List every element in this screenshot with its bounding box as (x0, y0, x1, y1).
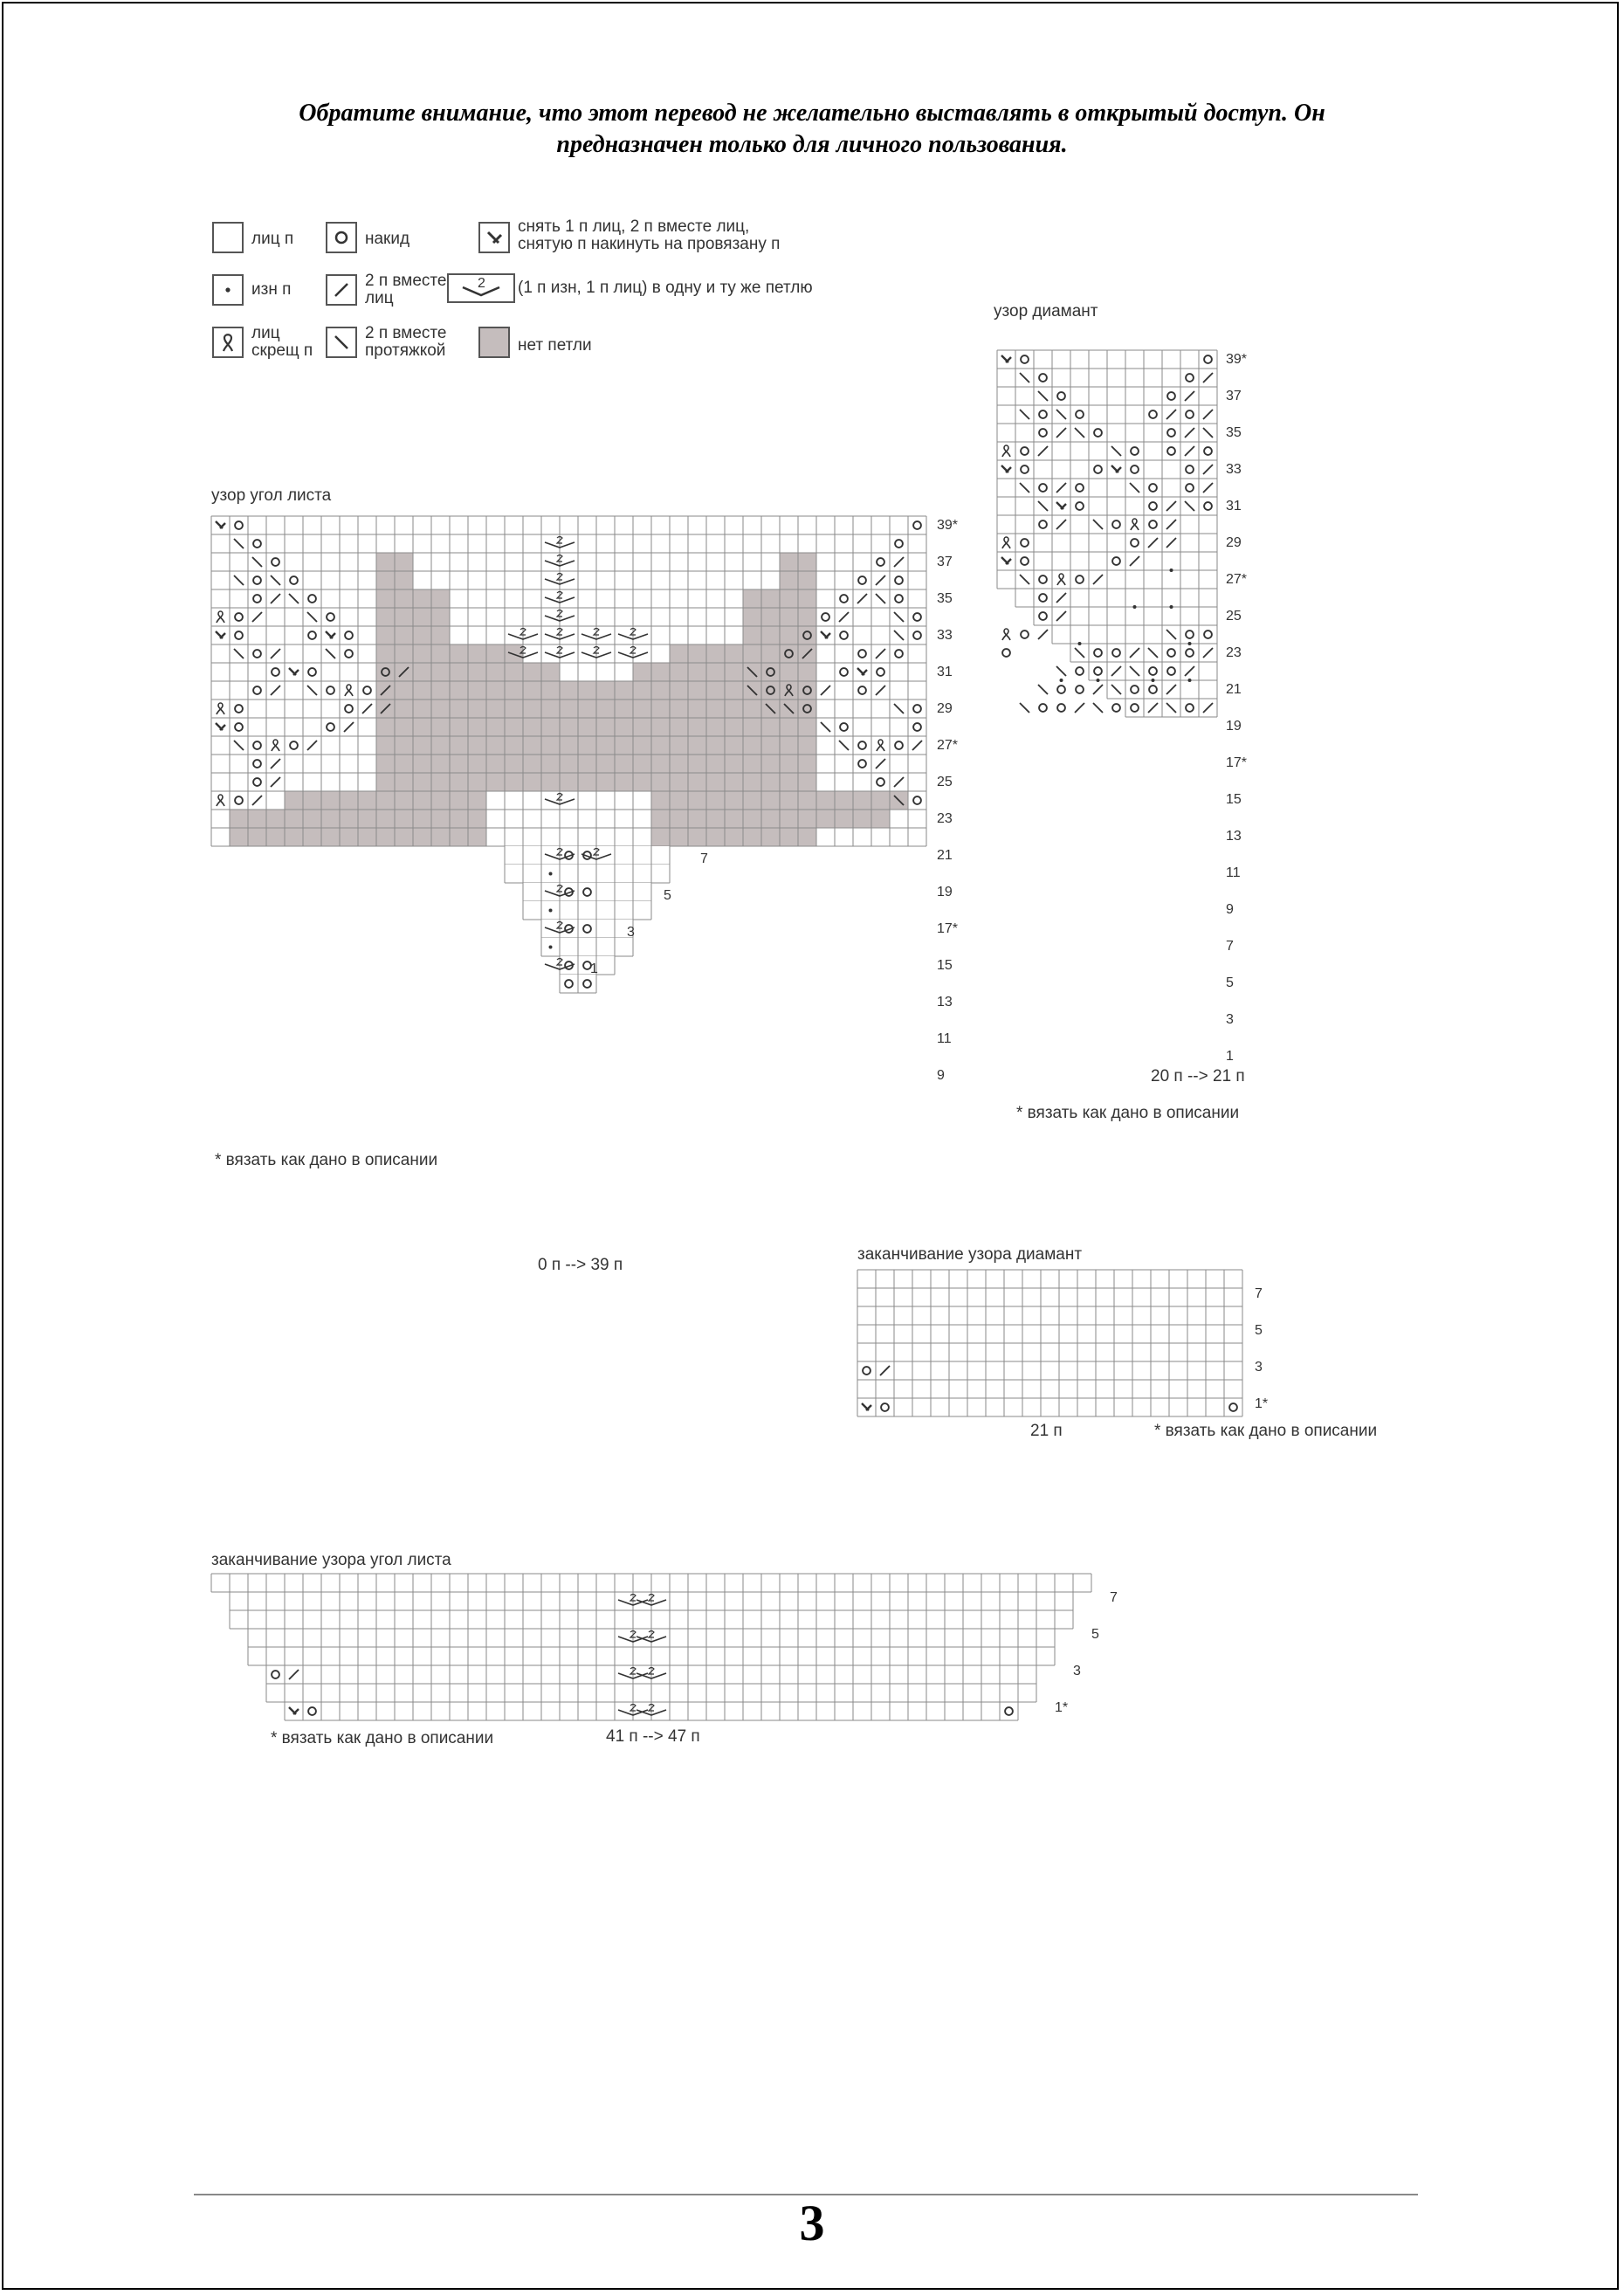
yarn-over-mark (1076, 667, 1084, 675)
purl-mark (1060, 679, 1063, 682)
k2tog-label-2: лиц (365, 289, 394, 307)
leaf-end-footnote: * вязать как дано в описании (271, 1729, 494, 1747)
leaf-end-stitch-count: 41 п --> 47 п (606, 1727, 700, 1746)
diamond-end-row-label: 1* (1255, 1396, 1269, 1411)
diamond-row-label: 19 (1226, 719, 1242, 734)
no-stitch-symbol (478, 327, 510, 358)
leaf-row-label: 35 (937, 591, 953, 606)
diamond-row-label: 37 (1226, 389, 1242, 403)
leaf-row-label: 27* (937, 738, 959, 753)
k2tog-mark (1093, 685, 1103, 694)
diamond-end-row-label: 7 (1255, 1286, 1263, 1301)
yarn-over-mark (1076, 686, 1084, 693)
diamond-row-label: 5 (1226, 975, 1234, 990)
leaf-row-label: 29 (937, 701, 953, 716)
ssk-mark (1056, 666, 1066, 676)
leaf-row-label: 37 (937, 555, 953, 569)
notice-line-1: Обратите внимание, что этот перевод не желательно выставлять в открытый доступ. Он (299, 100, 1325, 127)
twisted-knit-symbol (212, 327, 244, 358)
diamond-end-chart (857, 1270, 1285, 1427)
leaf-end-row-label: 7 (1110, 1590, 1118, 1605)
leaf-footnote: * вязать как дано в описании (215, 1151, 438, 1169)
leaf-row-label: 11 (937, 1031, 952, 1046)
leaf-end-row-label: 1* (1055, 1700, 1069, 1715)
yarn-over-symbol (326, 222, 357, 253)
diamond-row-label: 23 (1226, 645, 1242, 660)
ssk-mark (1093, 703, 1103, 713)
diamond-end-title: заканчивание узора диамант (857, 1245, 1083, 1264)
yarn-over-label: накид (365, 230, 410, 248)
notice-line-2: предназначен только для личного пользования. (556, 131, 1068, 158)
purl-mark (1170, 605, 1173, 609)
diamond-end-footnote: * вязать как дано в описании (1154, 1422, 1378, 1440)
leaf-row-label: 17* (937, 921, 959, 936)
k2tog-mark (1038, 630, 1048, 639)
purl-mark (1097, 679, 1100, 682)
leaf-row-label: 31 (937, 665, 953, 679)
no-stitch-area (816, 791, 908, 810)
purl-label: изн п (251, 280, 292, 299)
notice (131, 98, 1493, 161)
purl-mark (1078, 642, 1082, 645)
leaf-stitch-count: 0 п --> 39 п (538, 1256, 623, 1274)
leaf-cast-row-label: 5 (664, 888, 671, 903)
ssk-label-1: 2 п вместе (365, 324, 447, 342)
leaf-row-label: 23 (937, 811, 953, 826)
diamond-row-label: 21 (1226, 682, 1242, 697)
ssk-label-2: протяжкой (365, 341, 446, 360)
diamond-chart-title: узор диамант (994, 302, 1098, 320)
diamond-row-label: 25 (1226, 609, 1242, 624)
leaf-row-label: 9 (937, 1068, 945, 1083)
diamond-row-label: 1 (1226, 1049, 1234, 1064)
yarn-over-mark (1021, 631, 1029, 638)
knit-symbol (212, 222, 244, 253)
leaf-row-label: 15 (937, 958, 953, 973)
legend (210, 218, 891, 367)
purl-mark (1188, 679, 1192, 682)
leaf-row-label: 19 (937, 885, 953, 899)
diamond-row-label: 39* (1226, 352, 1248, 367)
increase-symbol (447, 273, 515, 303)
purl-mark (549, 946, 553, 949)
leaf-row-label: 39* (937, 518, 959, 533)
diamond-end-stitch-count: 21 п (1030, 1422, 1063, 1440)
twisted-knit-mark (1002, 629, 1010, 640)
leaf-end-row-label: 3 (1073, 1664, 1081, 1678)
no-stitch-area (285, 791, 376, 810)
diamond-row-label: 7 (1226, 939, 1234, 954)
leaf-cast-row-label: 1 (590, 961, 598, 976)
twisted-knit-label-1: лиц (251, 324, 280, 342)
sk2p-label-1: снять 1 п лиц, 2 п вместе лиц, (518, 217, 750, 236)
leaf-row-label: 21 (937, 848, 953, 863)
page-number: 3 (799, 2195, 825, 2251)
leaf-chart (211, 516, 980, 1250)
purl-mark (1188, 642, 1192, 645)
diamond-row-label: 29 (1226, 535, 1242, 550)
leaf-cast-row-label: 3 (627, 925, 635, 940)
purl-mark (1170, 569, 1173, 572)
no-stitch-label: нет петли (518, 336, 592, 355)
yarn-over-mark (1057, 686, 1065, 693)
diamond-footnote: * вязать как дано в описании (1016, 1104, 1240, 1122)
leaf-row-label: 33 (937, 628, 953, 643)
diamond-end-row-label: 3 (1255, 1360, 1263, 1375)
diamond-row-label: 3 (1226, 1012, 1234, 1027)
purl-mark (1133, 605, 1137, 609)
sk2p-symbol (478, 222, 510, 253)
diamond-row-label: 9 (1226, 902, 1234, 917)
diamond-row-label: 13 (1226, 829, 1242, 844)
diamond-row-label: 15 (1226, 792, 1242, 807)
diamond-row-label: 35 (1226, 425, 1242, 440)
ssk-symbol (326, 327, 357, 358)
increase-symbol-mark: 2 (478, 276, 485, 291)
purl-symbol (212, 274, 244, 306)
leaf-end-title: заканчивание узора угол листа (211, 1551, 451, 1569)
yarn-over-mark (1112, 704, 1120, 712)
sk2p-label-2: снятую п накинуть на провязану п (518, 235, 781, 253)
k2tog-label-1: 2 п вместе (365, 272, 447, 290)
purl-mark (549, 909, 553, 913)
leaf-cast-row-label: 7 (700, 851, 708, 866)
leaf-end-row-label: 5 (1091, 1627, 1099, 1642)
increase-label: (1 п изн, 1 п лиц) в одну и ту же петлю (518, 279, 813, 297)
twisted-knit-label-2: скрещ п (251, 341, 313, 360)
diamond-row-label: 27* (1226, 572, 1248, 587)
purl-mark (549, 872, 553, 876)
leaf-chart-title: узор угол листа (211, 486, 332, 505)
diamond-row-label: 17* (1226, 755, 1248, 770)
diamond-chart (994, 347, 1421, 1080)
diamond-end-row-label: 5 (1255, 1323, 1263, 1338)
ssk-mark (1020, 703, 1029, 713)
purl-mark (1152, 679, 1155, 682)
leaf-end-chart (211, 1574, 1128, 1731)
diamond-row-label: 31 (1226, 499, 1242, 513)
yarn-over-mark (1039, 704, 1047, 712)
k2tog-mark (1075, 703, 1084, 713)
yarn-over-mark (1057, 704, 1065, 712)
ssk-mark (1038, 685, 1048, 694)
leaf-row-label: 25 (937, 775, 953, 789)
diamond-row-label: 33 (1226, 462, 1242, 477)
yarn-over-mark (1002, 649, 1010, 657)
k2tog-symbol (326, 274, 357, 306)
leaf-row-label: 13 (937, 995, 953, 1010)
knit-label: лиц п (251, 230, 294, 248)
diamond-stitch-count: 20 п --> 21 п (1151, 1067, 1245, 1085)
diamond-row-label: 11 (1226, 865, 1241, 880)
